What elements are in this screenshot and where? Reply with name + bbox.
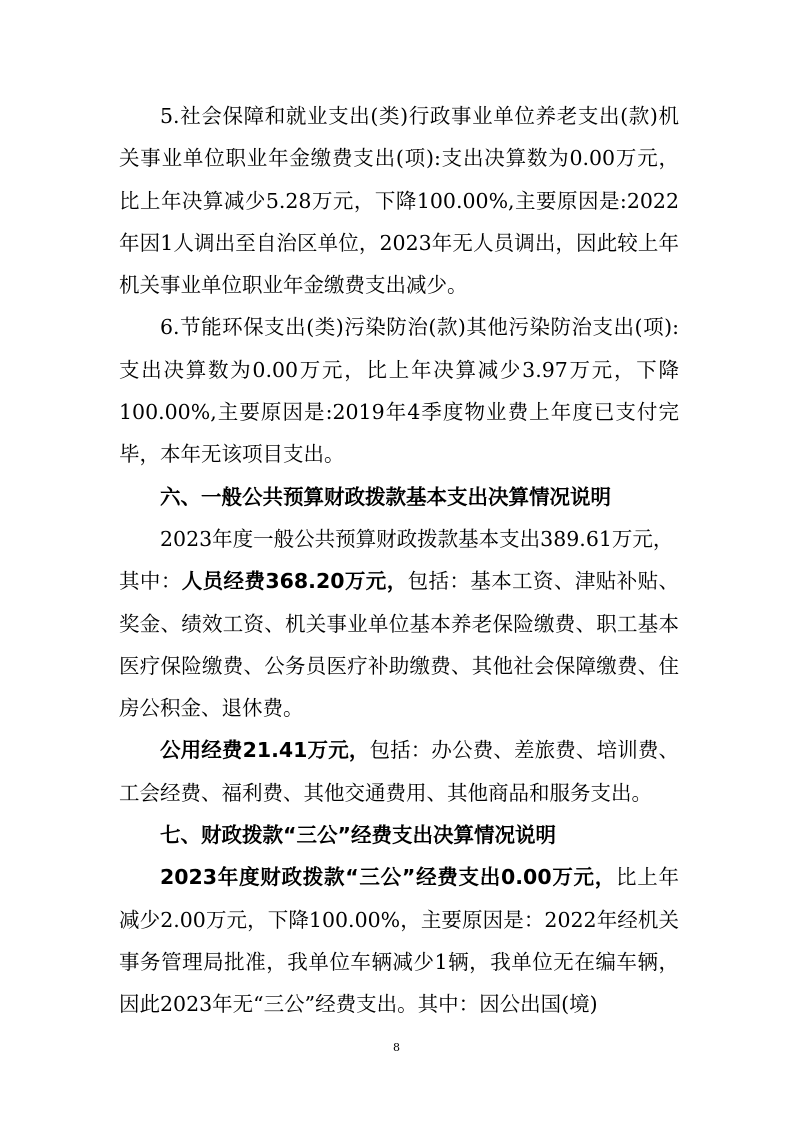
paragraph-environment-pollution: 6.节能环保支出(类)污染防治(款)其他污染防治支出(项):支出决算数为0.00万元，比上年决算减少3.97万元，下降100.00%,主要原因是:2019年4季度物业费上年度已支付完毕，本年无该项目支出。 <box>119 315 679 467</box>
page-number: 8 <box>393 1041 400 1054</box>
personnel-prefix: 其中： <box>119 569 182 594</box>
paragraph-public-expenses <box>119 729 679 814</box>
three-public-explanation: 比上年减少2.00万元，下降100.00%，主要原因是：2022年经机关事务管理局批准，我单位车辆减少1辆，我单位无在编车辆，因此2023年无“三公”经费支出。其中：因公出国(境) <box>119 865 679 1017</box>
section-heading-basic-expenditure: 六、一般公共预算财政拨款基本支出决算情况说明 <box>160 484 611 509</box>
personnel-expenses-amount: 人员经费368.20万元， <box>181 569 408 594</box>
paragraph-personnel-expenses <box>119 560 679 729</box>
paragraph-social-security-pension: 5.社会保障和就业支出(类)行政事业单位养老支出(款)机关事业单位职业年金缴费支出(项):支出决算数为0.00万元，比上年决算减少5.28万元，下降100.00%,主要原因是:2022年因1人调出至自治区单位，2023年无人员调出，因此较上年机关事业单位职业年金缴费支出减少。 <box>119 104 679 298</box>
paragraph-basic-expenditure-total: 2023年度一般公共预算财政拨款基本支出389.61万元， <box>160 526 674 551</box>
public-expenses-items: 包括：办公费、差旅费、培训费、工会经费、福利费、其他交通费用、其他商品和服务支出。 <box>119 738 680 805</box>
personnel-expenses-items: 包括：基本工资、津贴补贴、奖金、绩效工资、机关事业单位基本养老保险缴费、职工基本医疗保险缴费、公务员医疗补助缴费、其他社会保障缴费、住房公积金、退休费。 <box>119 569 680 721</box>
three-public-amount: 2023年度财政拨款“三公”经费支出0.00万元， <box>160 865 617 890</box>
public-expenses-amount: 公用经费21.41万元， <box>160 738 370 763</box>
section-heading-three-public: 七、财政拨款“三公”经费支出决算情况说明 <box>160 823 556 848</box>
paragraph-three-public-expenses <box>119 856 679 1025</box>
document-body <box>119 95 679 1026</box>
